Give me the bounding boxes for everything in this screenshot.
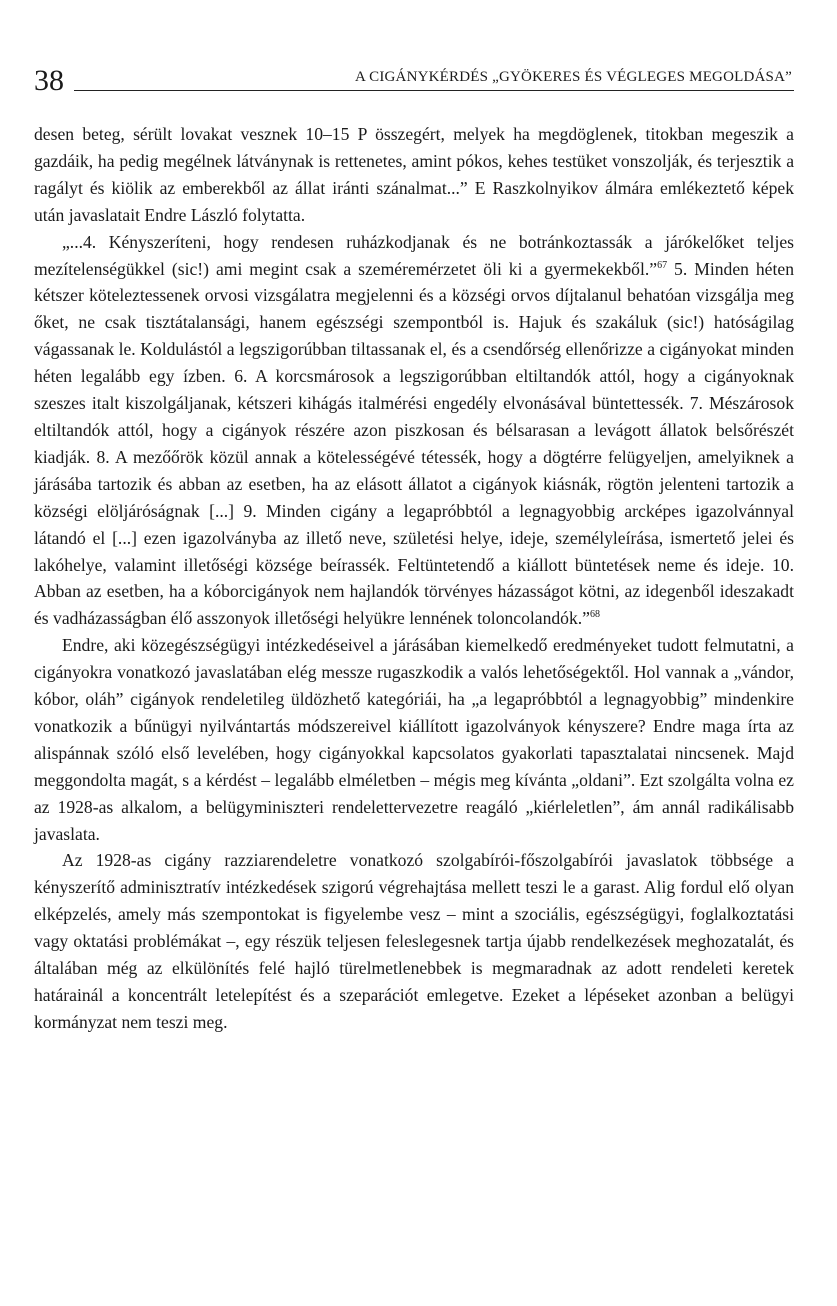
quote-part: „...4. Kényszeríteni, hogy rendesen ruházkodjanak és ne botránkoztassák a járókelőket teljes mezítelenségükkel (sic!) ami megint csak a szeméremérzetet öli ki a gyermekekből.” [34,231,794,279]
page-number: 38 [34,66,74,96]
paragraph: desen beteg, sérült lovakat vesznek 10–15 P összegért, melyek ha megdöglenek, titokban megeszik a gazdáik, ha pedig megélnek látványnak is rettenetes, amint pókos, kehes testüket vonszolják, és terjesztik a ragályt és kiölik az emberekből az állat iránti szánalmat...” E Raszkolnyikov álmára emlékeztető képek után javaslatait Endre László folytatta. [34,124,794,225]
book-page [34,48,794,1036]
quote-part: 5. Minden héten kétszer köteleztessenek orvosi vizsgálatra megjelenni és a községi orvos díjtalanul behatóan vizsgálja meg őket, ne csak tisztátalansági, hanem egészségi szempontból is. Hajuk és szakáluk (sic!) hatóságilag vágassanak le. Koldulástól a legszigorúbban tiltassanak el, és a csendőrség ellenőrizze a cigányokat minden héten legalább egy ízben. 6. A korcsmárosok a legszigorúbban eltiltandók attól, hogy a cigányoknak szeszes italt kiszolgáljanak, kétszeri kihágás italmérési engedély elvonásával büntettessék. 7. Mészárosok eltiltandók attól, hogy a cigányok részére azon piszkosan és bélsarasan a levágott állatok belsőrészét kiadják. 8. A mezőőrök közül annak a kötelességévé tétessék, hogy a dögtérre felügyeljen, amelyiknek a járásába tartozik és abban az esetben, ha az elásott állatot a cigányok kiásnák, rögtön jelenteni tartozik a községi elöljáróságnak [...] 9. Minden cigány a legapróbbtól a legnagyobbig arcképes igazolvánnyal látandó el [...] ezen igazolványba az illető neve, születési helye, ideje, személyleírása, ismertető jelei és lakóhelye, valamint illetőségi községe beírassék. Feltüntetendő a kiállott büntetések neme és ideje. 10. Abban az esetben, ha a kóborcigányok nem hajlandók törvényes házasságot kötni, az idegenből ideszakadt és vadházasságban élő asszonyok illetőségi helyükre lennének toloncolandók.” [34,258,794,629]
running-title: A CIGÁNYKÉRDÉS „GYÖKERES ÉS VÉGLEGES MEGOLDÁSA” [354,69,792,85]
paragraph: Az 1928-as cigány razziarendeletre vonatkozó szolgabírói-főszolgabírói javaslatok többsége a kényszerítő adminisztratív intézkedések szigorú végrehajtása mellett teszi le a garast. Alig fordul elő olyan elképzelés, amely más szempontokat is figyelembe vesz – mint a szociális, egészségügyi, foglalkoztatási vagy oktatási problémákat –, egy részük teljesen feleslegesnek tartja újabb rendelkezések meghozatalát, és általában még az elkülönítés felé hajló türelmetlenebbek is megmaradnak az adott rendeleti keretek határainál a koncentrált letelepítést és a szeparációt emlegetve. Ezeket a lépéseket azonban a belügyi kormányzat nem teszi meg. [34,850,794,1032]
footnote-ref: 67 [657,259,668,271]
body-text [34,121,794,1036]
paragraph-quote [34,229,794,633]
paragraph: Endre, aki közegészségügyi intézkedéseivel a járásában kiemelkedő eredményeket tudott felmutatni, a cigányokra vonatkozó javaslatában elég messze rugaszkodik a valós lehetőségektől. Hol vannak a „vándor, kóbor, oláh” cigányok rendeletileg üldözhető kategóriái, ha „a legapróbbtól a legnagyobbig” mindenkire vonatkozik a bűnügyi nyilvántartás módszereivel kiállított igazolványok kényszere? Endre maga írta az alispánnak szóló első levelében, hogy cigányokkal kapcsolatos gyakorlati tapasztalatai nincsenek. Majd meggondolta magát, s a kérdést – legalább elméletben – mégis meg kívánta „oldani”. Ezt szolgálta volna ez az 1928-as alkalom, a belügyminiszteri rendelettervezetre reagáló „kiérleletlen”, ám annál radikálisabb javaslata. [34,635,794,844]
footnote-ref: 68 [589,609,600,621]
running-header [34,48,794,97]
